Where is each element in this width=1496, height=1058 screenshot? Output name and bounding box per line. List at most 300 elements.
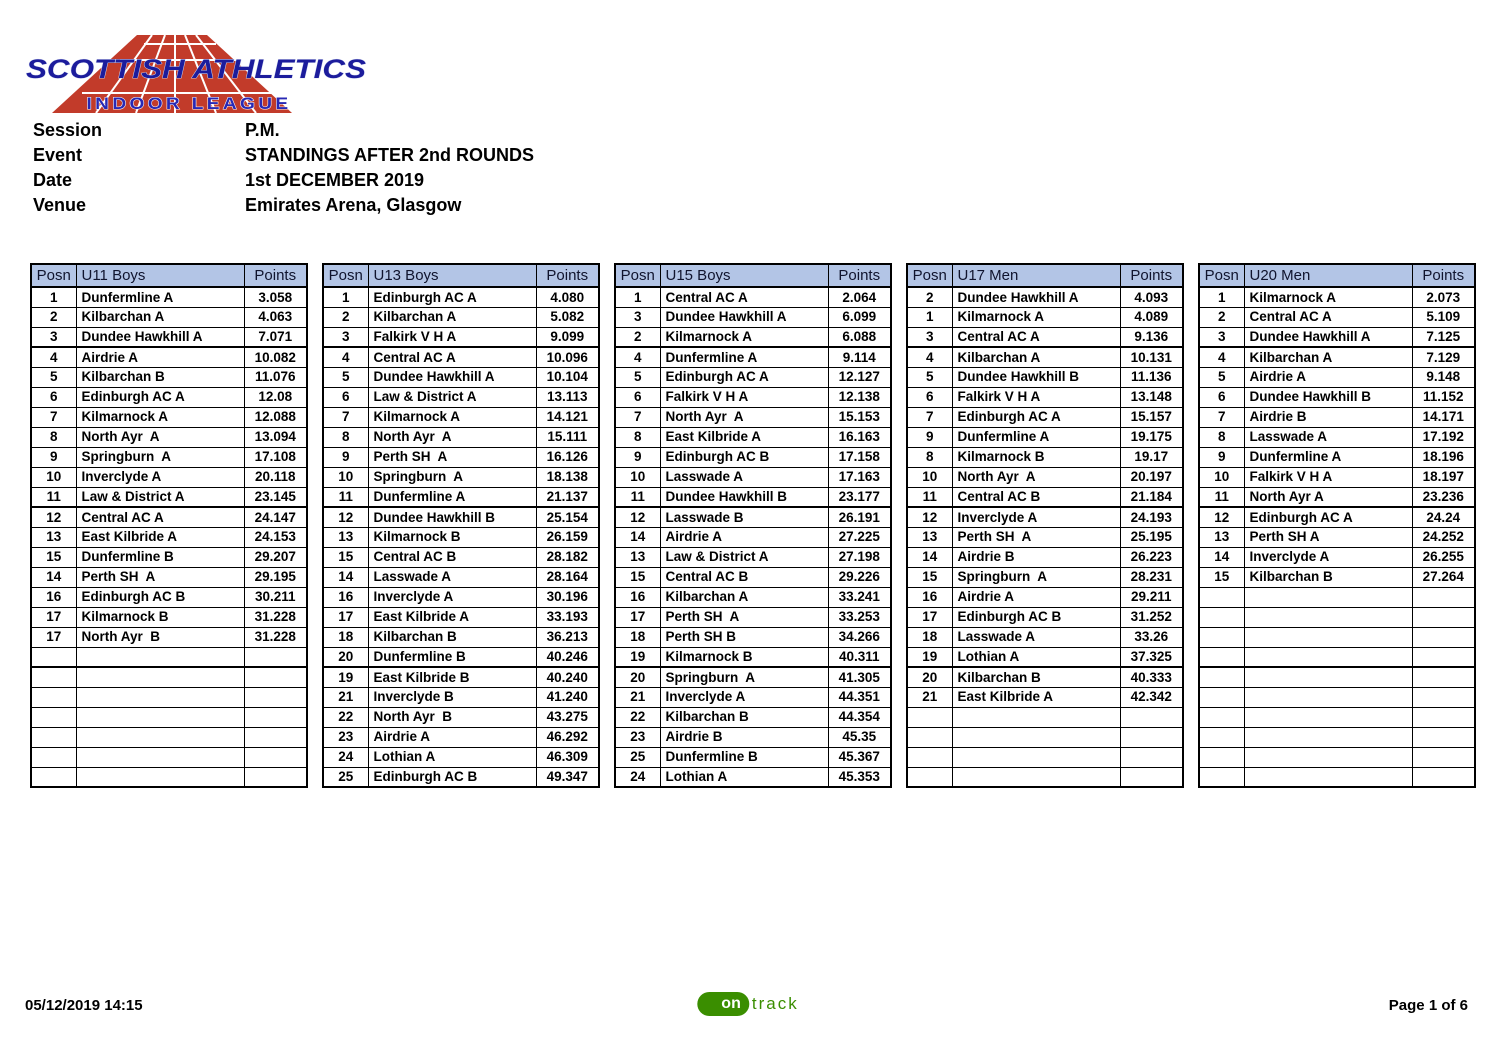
points-cell: 12.088 (244, 407, 307, 427)
table-row (1199, 387, 1475, 407)
posn-cell (1199, 687, 1244, 707)
points-cell: 26.159 (536, 527, 599, 547)
empty-row (1199, 647, 1475, 667)
table-row (323, 327, 599, 347)
table-row (31, 567, 307, 587)
table-row (1199, 407, 1475, 427)
points-cell: 46.309 (536, 747, 599, 767)
table-row (1199, 447, 1475, 467)
team-cell: Kilmarnock A (1244, 287, 1412, 307)
posn-cell: 15 (31, 547, 76, 567)
team-cell: Springburn A (76, 447, 244, 467)
posn-cell: 1 (31, 287, 76, 307)
group-title: U15 Boys (660, 264, 828, 287)
table-row (323, 747, 599, 767)
group-title: U13 Boys (368, 264, 536, 287)
group-title: U17 Men (952, 264, 1120, 287)
team-cell: Lasswade A (660, 467, 828, 487)
posn-cell: 9 (615, 447, 660, 467)
points-cell: 33.241 (828, 587, 891, 607)
points-cell: 30.211 (244, 587, 307, 607)
table-row (907, 427, 1183, 447)
points-cell: 10.082 (244, 347, 307, 367)
table-row (615, 647, 891, 667)
logo-subtitle: INDOOR LEAGUE (86, 94, 292, 113)
table-row (615, 687, 891, 707)
posn-header: Posn (907, 264, 952, 287)
team-cell: Kilmarnock B (368, 527, 536, 547)
team-cell: Kilmarnock A (368, 407, 536, 427)
points-cell: 19.175 (1120, 427, 1183, 447)
points-cell: 17.163 (828, 467, 891, 487)
points-cell: 45.353 (828, 767, 891, 787)
ontrack-pill-icon (697, 992, 749, 1016)
team-cell: Dunfermline A (952, 427, 1120, 447)
posn-cell: 19 (323, 667, 368, 687)
team-cell: Dundee Hawkhill A (660, 307, 828, 327)
points-cell: 12.08 (244, 387, 307, 407)
posn-cell (31, 747, 76, 767)
team-cell: North Ayr A (952, 467, 1120, 487)
team-cell: Inverclyde A (660, 687, 828, 707)
posn-cell: 15 (615, 567, 660, 587)
points-cell (1120, 747, 1183, 767)
points-cell: 28.182 (536, 547, 599, 567)
table-row (31, 627, 307, 647)
posn-cell: 12 (31, 507, 76, 527)
team-cell: Dundee Hawkhill B (1244, 387, 1412, 407)
team-cell (1244, 727, 1412, 747)
points-header: Points (828, 264, 891, 287)
empty-row (907, 727, 1183, 747)
posn-cell: 4 (907, 347, 952, 367)
posn-cell: 18 (907, 627, 952, 647)
empty-row (31, 687, 307, 707)
team-cell: Edinburgh AC A (368, 287, 536, 307)
posn-cell: 20 (323, 647, 368, 667)
team-cell (1244, 747, 1412, 767)
table-row (31, 427, 307, 447)
posn-cell: 11 (31, 487, 76, 507)
posn-cell: 6 (323, 387, 368, 407)
points-cell (244, 767, 307, 787)
group-title: U11 Boys (76, 264, 244, 287)
team-cell: Falkirk V H A (368, 327, 536, 347)
points-cell: 21.137 (536, 487, 599, 507)
table-row (1199, 467, 1475, 487)
posn-cell: 3 (1199, 327, 1244, 347)
team-cell: Central AC A (660, 287, 828, 307)
posn-cell: 10 (1199, 467, 1244, 487)
team-cell: Kilbarchan B (368, 627, 536, 647)
table-row (907, 327, 1183, 347)
table-header-row (323, 264, 599, 287)
team-cell: Falkirk V H A (1244, 467, 1412, 487)
table-row (615, 327, 891, 347)
table-row (615, 707, 891, 727)
points-cell: 9.148 (1412, 367, 1475, 387)
points-header: Points (244, 264, 307, 287)
empty-row (1199, 747, 1475, 767)
standings-table-u15-boys (614, 263, 892, 788)
points-cell: 4.089 (1120, 307, 1183, 327)
posn-cell: 16 (323, 587, 368, 607)
points-cell: 33.253 (828, 607, 891, 627)
team-cell: Dundee Hawkhill A (368, 367, 536, 387)
page-number: Page 1 of 6 (1388, 997, 1468, 1014)
team-cell: Lothian A (952, 647, 1120, 667)
posn-cell: 6 (615, 387, 660, 407)
posn-cell: 17 (615, 607, 660, 627)
team-cell: Airdrie A (952, 587, 1120, 607)
posn-header: Posn (1199, 264, 1244, 287)
ontrack-track-text: track (751, 994, 799, 1013)
table-row (31, 527, 307, 547)
table-row (323, 667, 599, 687)
team-cell (76, 707, 244, 727)
team-cell (1244, 587, 1412, 607)
date-value: 1st DECEMBER 2019 (245, 170, 425, 190)
table-row (907, 287, 1183, 307)
empty-row (1199, 607, 1475, 627)
posn-cell: 2 (31, 307, 76, 327)
table-row (615, 627, 891, 647)
points-cell: 7.071 (244, 327, 307, 347)
table-row (1199, 547, 1475, 567)
points-cell: 29.207 (244, 547, 307, 567)
venue-label: Venue (33, 195, 87, 215)
points-cell: 19.17 (1120, 447, 1183, 467)
points-header: Points (1412, 264, 1475, 287)
team-cell: Airdrie A (76, 347, 244, 367)
posn-cell (31, 667, 76, 687)
points-cell: 24.153 (244, 527, 307, 547)
points-cell: 31.252 (1120, 607, 1183, 627)
table-row (907, 507, 1183, 527)
points-cell: 4.093 (1120, 287, 1183, 307)
posn-cell: 22 (615, 707, 660, 727)
table-row (31, 387, 307, 407)
posn-cell: 9 (31, 447, 76, 467)
session-value: P.M. (245, 120, 280, 140)
points-cell: 24.252 (1412, 527, 1475, 547)
points-cell (244, 647, 307, 667)
points-cell: 23.145 (244, 487, 307, 507)
team-cell: East Kilbride A (660, 427, 828, 447)
team-cell: Edinburgh AC B (76, 587, 244, 607)
posn-cell: 11 (615, 487, 660, 507)
team-cell: Kilbarchan A (76, 307, 244, 327)
points-cell: 13.094 (244, 427, 307, 447)
table-row (907, 407, 1183, 427)
logo-title: SCOTTISH ATHLETICS (26, 54, 366, 84)
points-cell: 14.121 (536, 407, 599, 427)
team-cell: Airdrie B (952, 547, 1120, 567)
table-row (907, 347, 1183, 367)
table-row (323, 507, 599, 527)
posn-cell (1199, 647, 1244, 667)
empty-row (31, 767, 307, 787)
posn-cell: 13 (907, 527, 952, 547)
points-cell: 17.192 (1412, 427, 1475, 447)
points-cell: 33.193 (536, 607, 599, 627)
table-row (1199, 507, 1475, 527)
points-cell: 29.195 (244, 567, 307, 587)
posn-cell (31, 707, 76, 727)
posn-cell: 3 (907, 327, 952, 347)
team-cell: Kilmarnock B (660, 647, 828, 667)
table-row (323, 307, 599, 327)
team-cell: Perth SH A (1244, 527, 1412, 547)
points-header: Points (1120, 264, 1183, 287)
team-cell: Law & District A (76, 487, 244, 507)
posn-cell: 18 (323, 627, 368, 647)
points-cell: 29.226 (828, 567, 891, 587)
team-cell: Airdrie A (368, 727, 536, 747)
team-cell: Law & District A (368, 387, 536, 407)
team-cell: Lasswade B (660, 507, 828, 527)
points-cell (244, 667, 307, 687)
posn-cell (31, 647, 76, 667)
standings-table-u17-men (906, 263, 1184, 788)
table-row (323, 567, 599, 587)
points-cell: 46.292 (536, 727, 599, 747)
points-cell (1412, 747, 1475, 767)
standings-table-u20-men (1198, 263, 1476, 788)
standings-table-u13-boys (322, 263, 600, 788)
table-row (907, 467, 1183, 487)
points-cell: 3.058 (244, 287, 307, 307)
posn-cell: 2 (1199, 307, 1244, 327)
points-cell: 18.196 (1412, 447, 1475, 467)
points-cell (1412, 687, 1475, 707)
team-cell (76, 687, 244, 707)
team-cell: North Ayr A (368, 427, 536, 447)
posn-cell: 16 (31, 587, 76, 607)
team-cell: Lasswade A (1244, 427, 1412, 447)
posn-cell (1199, 627, 1244, 647)
points-cell: 37.325 (1120, 647, 1183, 667)
points-cell: 16.163 (828, 427, 891, 447)
team-cell: Dundee Hawkhill A (76, 327, 244, 347)
points-cell: 10.096 (536, 347, 599, 367)
points-cell: 15.111 (536, 427, 599, 447)
posn-cell: 3 (31, 327, 76, 347)
empty-row (907, 747, 1183, 767)
table-row (1199, 327, 1475, 347)
posn-cell: 8 (907, 447, 952, 467)
posn-cell: 10 (31, 467, 76, 487)
table-row (615, 307, 891, 327)
team-cell: Lasswade A (952, 627, 1120, 647)
points-cell: 26.255 (1412, 547, 1475, 567)
table-row (323, 627, 599, 647)
team-cell: Kilmarnock A (660, 327, 828, 347)
team-cell: North Ayr A (76, 427, 244, 447)
team-cell: Dundee Hawkhill B (660, 487, 828, 507)
table-header-row (907, 264, 1183, 287)
table-row (1199, 567, 1475, 587)
team-cell: Edinburgh AC A (76, 387, 244, 407)
posn-cell: 21 (323, 687, 368, 707)
team-cell: Inverclyde B (368, 687, 536, 707)
event-value: STANDINGS AFTER 2nd ROUNDS (245, 145, 535, 165)
posn-cell: 9 (323, 447, 368, 467)
table-row (907, 607, 1183, 627)
points-cell: 45.367 (828, 747, 891, 767)
team-cell: Central AC B (368, 547, 536, 567)
points-cell: 20.118 (244, 467, 307, 487)
date-label: Date (33, 170, 73, 190)
points-cell: 4.080 (536, 287, 599, 307)
team-cell: Central AC A (76, 507, 244, 527)
points-cell (1412, 627, 1475, 647)
group-title: U20 Men (1244, 264, 1412, 287)
posn-cell: 6 (31, 387, 76, 407)
team-cell (76, 747, 244, 767)
team-cell: East Kilbride A (368, 607, 536, 627)
team-cell: Kilbarchan B (660, 707, 828, 727)
team-cell: Dundee Hawkhill B (368, 507, 536, 527)
posn-cell: 9 (1199, 447, 1244, 467)
table-row (615, 447, 891, 467)
posn-cell: 12 (1199, 507, 1244, 527)
table-row (907, 567, 1183, 587)
team-cell: Dunfermline B (76, 547, 244, 567)
points-cell: 9.136 (1120, 327, 1183, 347)
empty-row (907, 767, 1183, 787)
points-cell (1120, 727, 1183, 747)
table-row (907, 667, 1183, 687)
posn-cell: 14 (907, 547, 952, 567)
points-cell: 4.063 (244, 307, 307, 327)
table-row (615, 507, 891, 527)
team-cell: Central AC A (952, 327, 1120, 347)
table-row (323, 547, 599, 567)
team-cell: Perth SH A (952, 527, 1120, 547)
posn-cell (1199, 707, 1244, 727)
posn-cell (907, 727, 952, 747)
points-cell: 26.191 (828, 507, 891, 527)
team-cell: Springburn A (952, 567, 1120, 587)
points-cell (1120, 767, 1183, 787)
team-cell: Perth SH B (660, 627, 828, 647)
table-row (31, 487, 307, 507)
posn-cell: 11 (907, 487, 952, 507)
posn-cell: 16 (615, 587, 660, 607)
posn-header: Posn (323, 264, 368, 287)
standings-tables (30, 263, 1476, 788)
points-cell: 40.333 (1120, 667, 1183, 687)
empty-row (1199, 667, 1475, 687)
points-cell: 40.246 (536, 647, 599, 667)
posn-cell: 7 (615, 407, 660, 427)
points-cell: 34.266 (828, 627, 891, 647)
team-cell: Dunfermline A (660, 347, 828, 367)
posn-cell: 25 (323, 767, 368, 787)
points-cell: 44.354 (828, 707, 891, 727)
table-row (31, 467, 307, 487)
team-cell: Kilbarchan A (952, 347, 1120, 367)
posn-cell: 22 (323, 707, 368, 727)
table-row (907, 647, 1183, 667)
points-cell: 7.129 (1412, 347, 1475, 367)
posn-cell: 8 (1199, 427, 1244, 447)
points-cell: 26.223 (1120, 547, 1183, 567)
table-row (615, 407, 891, 427)
points-cell: 27.225 (828, 527, 891, 547)
posn-cell: 13 (1199, 527, 1244, 547)
posn-cell: 4 (323, 347, 368, 367)
posn-cell: 17 (323, 607, 368, 627)
empty-row (31, 707, 307, 727)
team-cell: Central AC B (660, 567, 828, 587)
points-cell: 6.088 (828, 327, 891, 347)
posn-cell: 20 (907, 667, 952, 687)
table-row (323, 467, 599, 487)
posn-cell: 12 (615, 507, 660, 527)
team-cell: Edinburgh AC A (1244, 507, 1412, 527)
points-cell: 23.177 (828, 487, 891, 507)
table-row (615, 767, 891, 787)
posn-cell: 17 (31, 607, 76, 627)
date-row (33, 168, 534, 193)
posn-cell: 14 (31, 567, 76, 587)
table-row (1199, 527, 1475, 547)
session-row (33, 118, 534, 143)
posn-cell (31, 727, 76, 747)
table-row (615, 607, 891, 627)
team-cell: Dundee Hawkhill B (952, 367, 1120, 387)
table-row (31, 327, 307, 347)
posn-cell: 5 (907, 367, 952, 387)
points-cell: 27.264 (1412, 567, 1475, 587)
team-cell: East Kilbride B (368, 667, 536, 687)
posn-cell (1199, 727, 1244, 747)
posn-cell: 9 (907, 427, 952, 447)
posn-cell: 10 (323, 467, 368, 487)
points-cell: 45.35 (828, 727, 891, 747)
table-row (323, 347, 599, 367)
team-cell: Lothian A (660, 767, 828, 787)
team-cell: Inverclyde A (368, 587, 536, 607)
posn-cell: 12 (907, 507, 952, 527)
table-row (615, 747, 891, 767)
table-row (323, 527, 599, 547)
points-cell (1412, 587, 1475, 607)
empty-row (1199, 707, 1475, 727)
points-cell: 25.154 (536, 507, 599, 527)
points-cell (1412, 607, 1475, 627)
team-cell: Kilbarchan B (1244, 567, 1412, 587)
table-row (31, 307, 307, 327)
points-cell: 24.24 (1412, 507, 1475, 527)
team-cell (952, 727, 1120, 747)
posn-cell: 21 (907, 687, 952, 707)
team-cell: Kilmarnock B (952, 447, 1120, 467)
posn-cell: 4 (31, 347, 76, 367)
table-row (323, 427, 599, 447)
table-row (615, 287, 891, 307)
table-row (907, 687, 1183, 707)
table-row (323, 367, 599, 387)
scottish-athletics-logo (24, 33, 369, 115)
team-cell: Dundee Hawkhill A (1244, 327, 1412, 347)
team-cell (952, 707, 1120, 727)
points-cell: 24.193 (1120, 507, 1183, 527)
posn-cell: 4 (615, 347, 660, 367)
team-cell (1244, 707, 1412, 727)
